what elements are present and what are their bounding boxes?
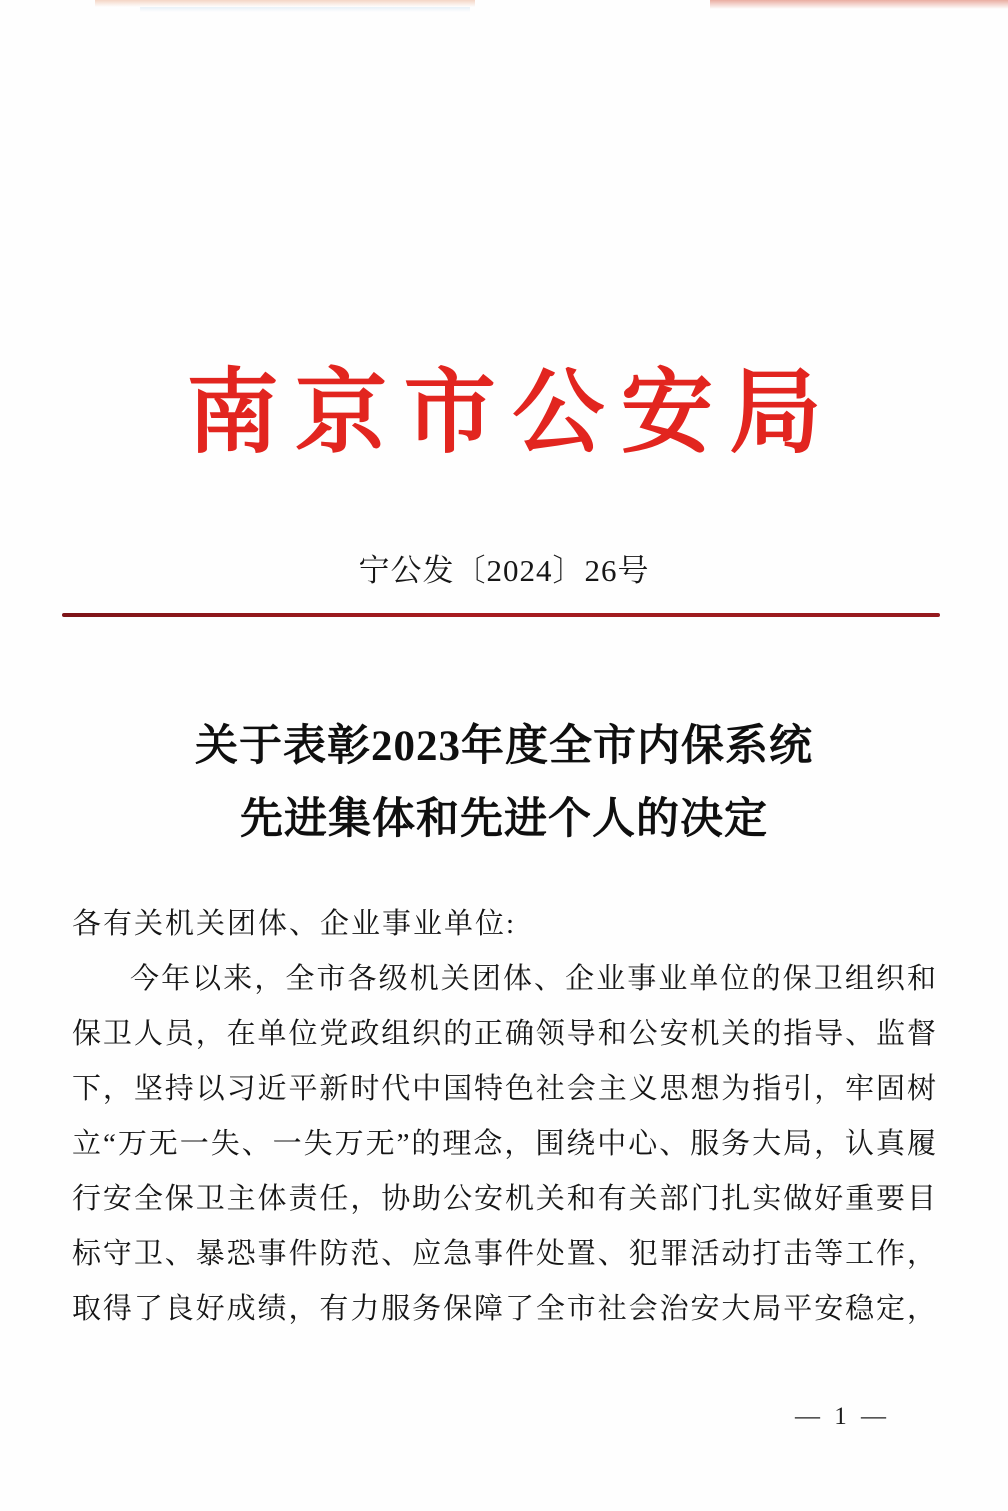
page-number: — 1 — — [795, 1403, 890, 1430]
red-header-divider — [62, 613, 940, 617]
scan-artifact — [95, 0, 475, 7]
scan-artifact — [140, 7, 470, 12]
document-number: 宁公发〔2024〕26号 — [358, 553, 650, 588]
body-text-line: 下，坚持以习近平新时代中国特色社会主义思想为指引，牢固树 — [72, 1073, 936, 1105]
document-body — [72, 897, 936, 1337]
document-title-line1: 关于表彰2023年度全市内保系统 — [195, 723, 813, 770]
salutation-line: 各有关机关团体、企业事业单位: — [72, 908, 517, 940]
agency-header-title: 南京市公安局 — [186, 362, 838, 464]
body-text-line: 行安全保卫主体责任，协助公安机关和有关部门扎实做好重要目 — [72, 1183, 936, 1215]
document-title — [0, 710, 1008, 856]
document-title-line2: 先进集体和先进个人的决定 — [240, 796, 768, 843]
scan-artifact — [710, 0, 1008, 9]
body-text-line: 立“万无一失、一失万无”的理念，围绕中心、服务大局，认真履 — [72, 1128, 936, 1160]
body-text-line: 今年以来，全市各级机关团体、企业事业单位的保卫组织和 — [130, 963, 936, 995]
body-text-line: 取得了良好成绩，有力服务保障了全市社会治安大局平安稳定， — [72, 1293, 936, 1325]
body-text-line: 标守卫、暴恐事件防范、应急事件处置、犯罪活动打击等工作， — [72, 1238, 936, 1270]
body-text-line: 保卫人员，在单位党政组织的正确领导和公安机关的指导、监督 — [72, 1018, 936, 1050]
